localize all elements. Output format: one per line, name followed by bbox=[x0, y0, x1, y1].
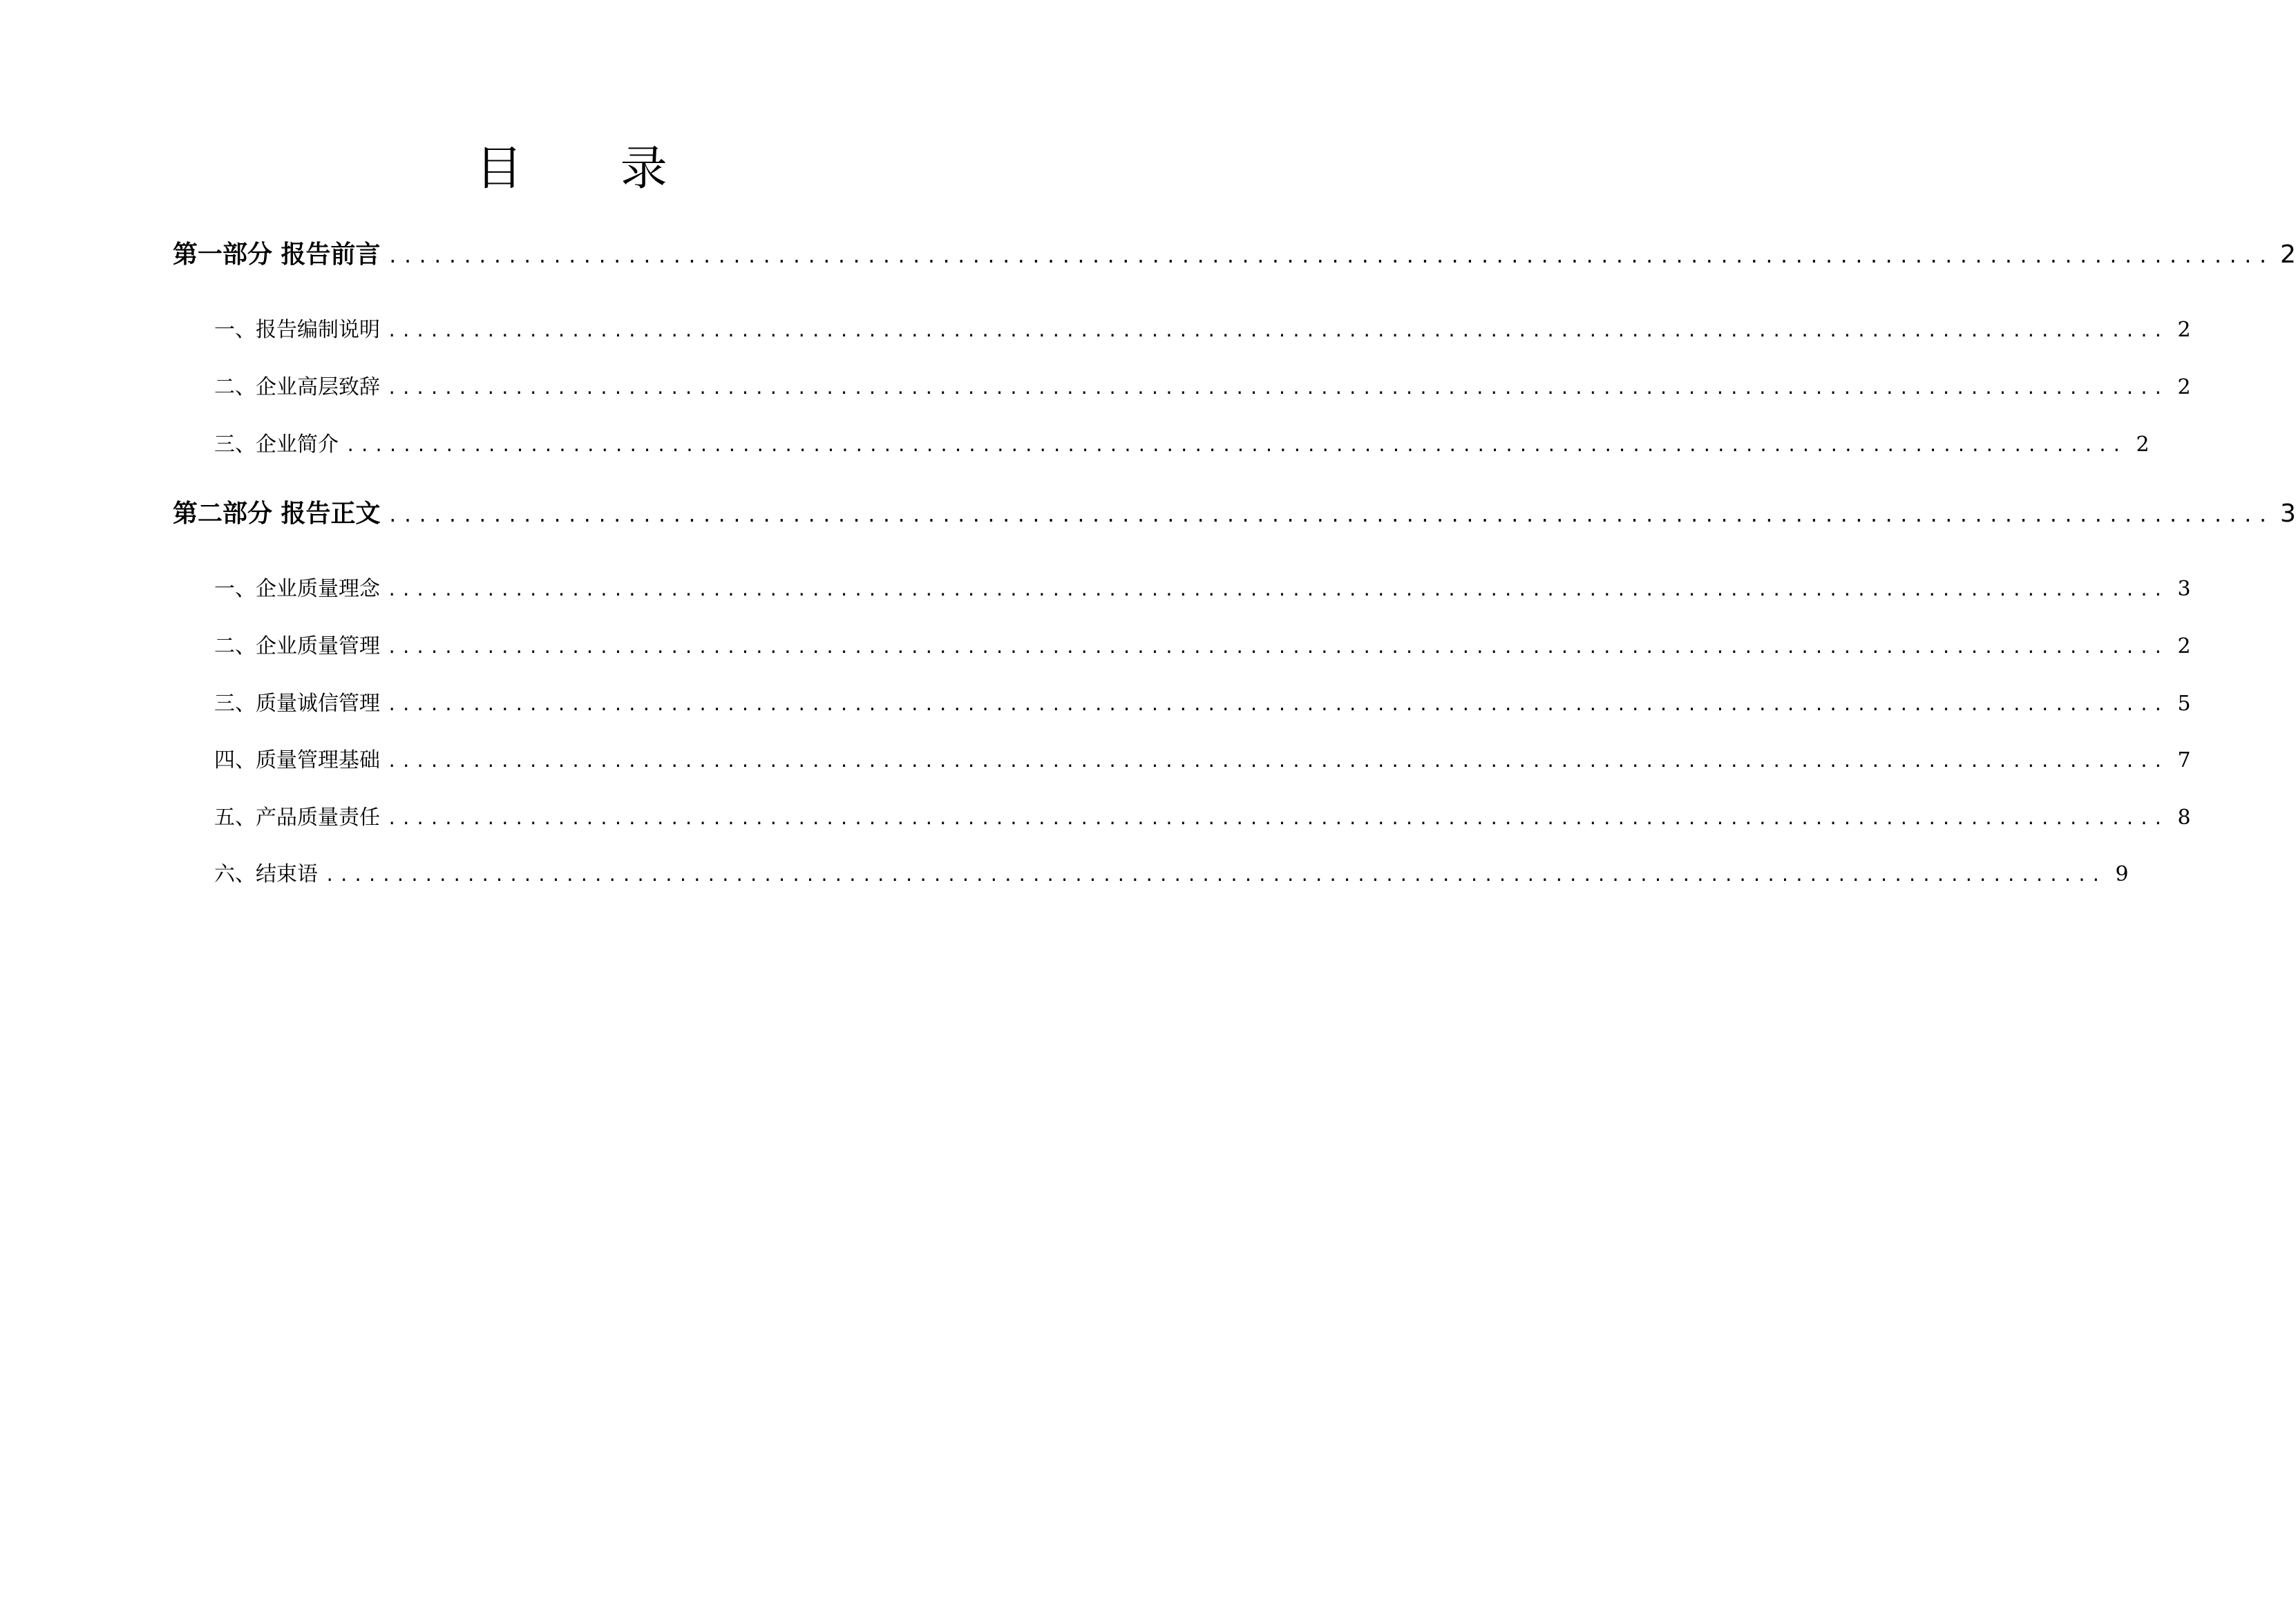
toc-entry-label: 二、企业高层致辞 bbox=[214, 375, 380, 399]
toc-entry-label: 二、企业质量管理 bbox=[214, 634, 380, 658]
toc-leader-dots: .............................................................................................................................. bbox=[387, 321, 2167, 341]
toc-entry-2-3[interactable] bbox=[214, 690, 2191, 719]
toc-entry-label: 三、质量诚信管理 bbox=[214, 692, 380, 716]
toc-leader-dots: .............................................................................................................................. bbox=[387, 580, 2167, 600]
toc-entry-label: 一、报告编制说明 bbox=[214, 318, 380, 342]
toc-entry-1-3[interactable] bbox=[214, 431, 2150, 459]
toc-page-number: 9 bbox=[2115, 862, 2129, 886]
toc-page-number: 3 bbox=[2279, 500, 2296, 528]
toc-entry-label: 六、结束语 bbox=[214, 862, 318, 886]
toc-leader-dots: .............................................................................................................................. bbox=[387, 247, 2273, 267]
toc-page-number: 2 bbox=[2177, 375, 2191, 399]
toc-leader-dots: .............................................................................................................................. bbox=[387, 506, 2273, 526]
toc-entry-2-5[interactable] bbox=[214, 804, 2191, 833]
toc-entry-label: 四、质量管理基础 bbox=[214, 748, 380, 772]
toc-page-number: 2 bbox=[2177, 318, 2191, 342]
toc-leader-dots: .............................................................................................................................. bbox=[387, 752, 2167, 771]
toc-entry-1-1[interactable] bbox=[214, 316, 2191, 345]
toc-entry-label: 一、企业质量理念 bbox=[214, 577, 380, 601]
toc-title: 目 录 bbox=[475, 142, 709, 196]
toc-leader-dots: .............................................................................................................................. bbox=[387, 638, 2167, 657]
toc-page-number: 2 bbox=[2279, 240, 2296, 269]
toc-entry-label: 第二部分 报告正文 bbox=[173, 500, 381, 528]
toc-page-number: 2 bbox=[2136, 432, 2150, 457]
toc-entry-label: 第一部分 报告前言 bbox=[173, 240, 381, 269]
toc-entry-label: 三、企业简介 bbox=[214, 432, 339, 457]
toc-entry-part-1[interactable] bbox=[173, 238, 2296, 274]
toc-entry-2-2[interactable] bbox=[214, 633, 2191, 661]
toc-page-number: 7 bbox=[2177, 748, 2191, 772]
toc-entry-label: 五、产品质量责任 bbox=[214, 806, 380, 830]
toc-entry-part-2[interactable] bbox=[173, 497, 2296, 533]
toc-leader-dots: .............................................................................................................................. bbox=[387, 379, 2167, 398]
toc-entry-2-4[interactable] bbox=[214, 747, 2191, 775]
toc-page-number: 2 bbox=[2177, 634, 2191, 658]
toc-leader-dots: .............................................................................................................................. bbox=[345, 436, 2126, 455]
toc-leader-dots: .............................................................................................................................. bbox=[387, 809, 2167, 828]
toc-leader-dots: .............................................................................................................................. bbox=[387, 695, 2167, 714]
toc-leader-dots: .............................................................................................................................. bbox=[325, 866, 2105, 885]
toc-page-number: 3 bbox=[2177, 577, 2191, 601]
toc-page-number: 8 bbox=[2177, 806, 2191, 830]
toc-entry-1-2[interactable] bbox=[214, 374, 2191, 402]
toc-entry-2-1[interactable] bbox=[214, 576, 2191, 604]
toc-entry-2-6[interactable] bbox=[214, 861, 2129, 889]
toc-page-number: 5 bbox=[2177, 692, 2191, 716]
